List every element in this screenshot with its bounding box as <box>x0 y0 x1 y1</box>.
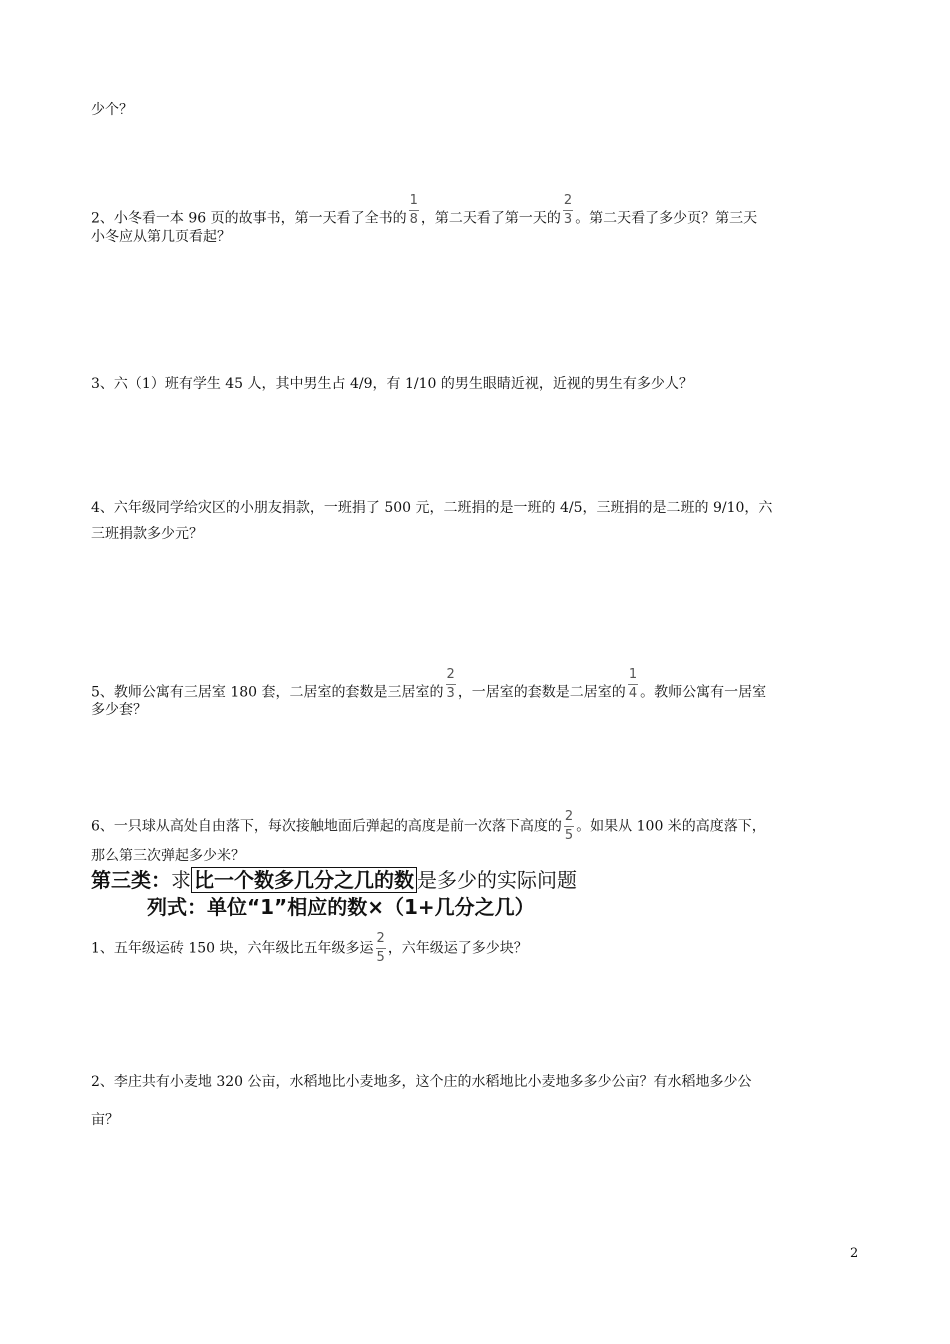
section-3-heading <box>91 867 577 893</box>
section-3-problem-1-text-b: ，六年级运了多少块？ <box>387 940 528 957</box>
problem-1-continuation: 少个？ <box>91 102 133 118</box>
problem-5-line-1 <box>91 667 767 711</box>
problem-4-line-1: 4、六年级同学给灾区的小朋友捐款，一班捐了 500 元，二班捐的是一班的 4/5，三班捐的是二班的 9/10，六 <box>91 500 773 516</box>
section-3-problem-2-line-1: 2、李庄共有小麦地 320 公亩，水稻地比小麦地多，这个庄的水稻地比小麦地多多少公亩？有水稻地多少公 <box>91 1074 752 1090</box>
section-3-problem-1-text-a: 1、五年级运砖 150 块，六年级比五年级多运 <box>91 940 374 957</box>
page-number: 2 <box>850 1246 859 1261</box>
fraction-two-thirds: $\frac{2}{3}$ <box>446 667 455 701</box>
problem-2-line-2: 小冬应从第几页看起？ <box>91 229 231 245</box>
problem-2-text-b: ，第二天看了第一天的 <box>420 210 561 227</box>
problem-5-text-b: ，一居室的套数是二居室的 <box>457 684 626 701</box>
section-3-problem-2-line-2: 亩？ <box>91 1112 119 1128</box>
section-3-formula: 列式：单位“1”相应的数×（1+几分之几） <box>147 895 535 919</box>
section-3-boxed-term: 比一个数多几分之几的数 <box>191 867 417 893</box>
fraction-two-fifths: $\frac{2}{5}$ <box>564 809 574 843</box>
problem-5-text-c: 。教师公寓有一居室 <box>640 684 767 701</box>
problem-3: 3、六（1）班有学生 45 人，其中男生占 4/9，有 1/10 的男生眼睛近视，近视的男生有多少人？ <box>91 376 693 392</box>
section-3-problem-1 <box>91 930 528 967</box>
problem-2-text-a: 2、小冬看一本 96 页的故事书，第一天看了全书的 <box>91 210 407 227</box>
problem-4-line-2: 三班捐款多少元？ <box>91 526 203 542</box>
fraction-one-eighth: $\frac{1}{8}$ <box>409 193 418 227</box>
fraction-one-quarter: $\frac{1}{4}$ <box>628 667 638 701</box>
section-3-suffix: 是多少的实际问题 <box>417 868 577 892</box>
problem-2-text-c: 。第二天看了多少页？第三天 <box>575 210 758 227</box>
problem-6-text-b: 。如果从 100 米的高度落下， <box>576 818 766 835</box>
problem-6-text-a: 6、一只球从高处自由落下，每次接触地面后弹起的高度是前一次落下高度的 <box>91 818 562 835</box>
fraction-two-thirds: $\frac{2}{3}$ <box>563 193 573 227</box>
section-3-label: 第三类： <box>91 868 171 892</box>
problem-6-line-2: 那么第三次弹起多少米？ <box>91 848 245 864</box>
problem-5-text-a: 5、教师公寓有三居室 180 套，二居室的套数是三居室的 <box>91 684 444 701</box>
problem-5-line-2: 多少套？ <box>91 702 147 718</box>
problem-6-line-1 <box>91 808 766 845</box>
section-3-prefix: 求 <box>171 868 191 892</box>
fraction-two-fifths: $\frac{2}{5}$ <box>376 931 385 965</box>
